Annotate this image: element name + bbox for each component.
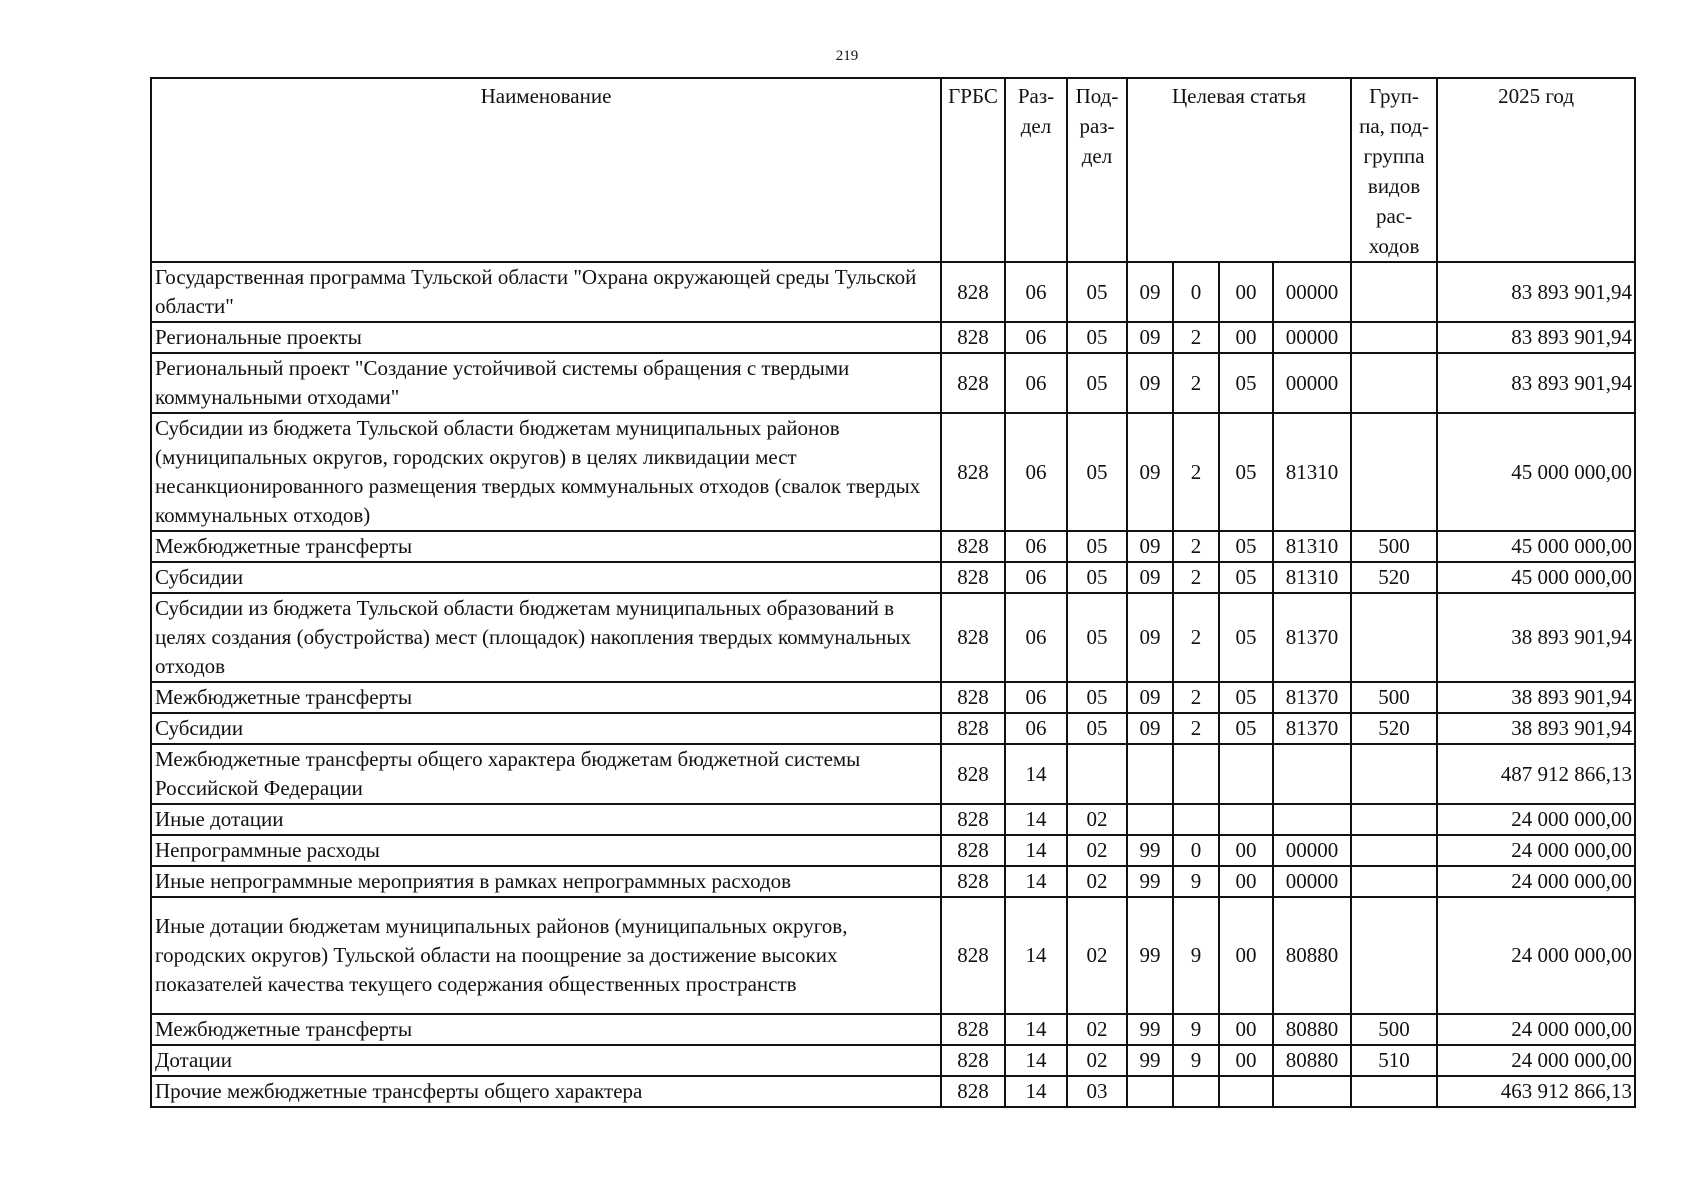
table-row: [151, 682, 1635, 713]
header-target: Целевая статья: [1127, 78, 1351, 262]
cell-name: Межбюджетные трансферты общего характера бюджетам бюджетной системы Российской Федерации: [151, 744, 941, 804]
cell-target-type: 0: [1173, 262, 1219, 322]
cell-expense-group: [1351, 804, 1437, 835]
cell-razdel: 06: [1005, 682, 1067, 713]
table-row: [151, 322, 1635, 353]
cell-target-program: 99: [1127, 897, 1173, 1014]
table-row: [151, 413, 1635, 531]
cell-expense-group: [1351, 322, 1437, 353]
table-body: [151, 262, 1635, 1107]
cell-expense-group: [1351, 413, 1437, 531]
cell-razdel: 06: [1005, 593, 1067, 682]
cell-target-event: 05: [1219, 713, 1273, 744]
cell-target-event: 05: [1219, 682, 1273, 713]
cell-grbs: 828: [941, 1045, 1005, 1076]
cell-podrazdel: 05: [1067, 322, 1127, 353]
cell-target-event: 00: [1219, 262, 1273, 322]
cell-podrazdel: 05: [1067, 413, 1127, 531]
cell-name: Субсидии из бюджета Тульской области бюджетам муниципальных районов (муниципальных округов, городских округов) в целях ликвидации мест несанкционированного размещения твердых коммунальных отходов (свалок твердых коммунальных отходов): [151, 413, 941, 531]
cell-target-event: 05: [1219, 562, 1273, 593]
cell-grbs: 828: [941, 322, 1005, 353]
cell-amount: 24 000 000,00: [1437, 866, 1635, 897]
cell-target-type: 2: [1173, 531, 1219, 562]
cell-name: Региональный проект "Создание устойчивой системы обращения с твердыми коммунальными отходами": [151, 353, 941, 413]
cell-target-type: 9: [1173, 897, 1219, 1014]
cell-target-program: 09: [1127, 262, 1173, 322]
cell-podrazdel: 05: [1067, 713, 1127, 744]
cell-podrazdel: 05: [1067, 262, 1127, 322]
cell-podrazdel: 05: [1067, 531, 1127, 562]
cell-podrazdel: [1067, 744, 1127, 804]
cell-amount: 24 000 000,00: [1437, 804, 1635, 835]
cell-podrazdel: 02: [1067, 866, 1127, 897]
table-row: [151, 866, 1635, 897]
cell-target-event: 00: [1219, 1014, 1273, 1045]
cell-target-direction: 81310: [1273, 562, 1351, 593]
cell-target-program: 09: [1127, 322, 1173, 353]
cell-target-type: [1173, 744, 1219, 804]
cell-name: Дотации: [151, 1045, 941, 1076]
cell-expense-group: [1351, 353, 1437, 413]
cell-target-direction: 80880: [1273, 1045, 1351, 1076]
cell-target-direction: 00000: [1273, 322, 1351, 353]
cell-name: Межбюджетные трансферты: [151, 1014, 941, 1045]
cell-podrazdel: 02: [1067, 1045, 1127, 1076]
cell-grbs: 828: [941, 682, 1005, 713]
table-row: [151, 804, 1635, 835]
cell-razdel: 14: [1005, 1045, 1067, 1076]
cell-expense-group: 520: [1351, 713, 1437, 744]
table-row: [151, 713, 1635, 744]
cell-target-type: 2: [1173, 682, 1219, 713]
cell-razdel: 06: [1005, 413, 1067, 531]
cell-amount: 45 000 000,00: [1437, 531, 1635, 562]
cell-razdel: 06: [1005, 262, 1067, 322]
cell-target-program: 09: [1127, 353, 1173, 413]
cell-target-type: 2: [1173, 593, 1219, 682]
cell-razdel: 06: [1005, 562, 1067, 593]
cell-target-type: 2: [1173, 413, 1219, 531]
table-row: [151, 531, 1635, 562]
cell-target-event: [1219, 1076, 1273, 1107]
cell-expense-group: [1351, 835, 1437, 866]
cell-razdel: 14: [1005, 835, 1067, 866]
cell-name: Государственная программа Тульской области "Охрана окружающей среды Тульской области": [151, 262, 941, 322]
cell-expense-group: 500: [1351, 531, 1437, 562]
cell-target-event: 05: [1219, 593, 1273, 682]
cell-target-event: 00: [1219, 835, 1273, 866]
header-name: Наименование: [151, 78, 941, 262]
header-year: 2025 год: [1437, 78, 1635, 262]
cell-target-direction: 81310: [1273, 413, 1351, 531]
cell-target-direction: 00000: [1273, 866, 1351, 897]
cell-target-direction: [1273, 1076, 1351, 1107]
cell-target-type: 0: [1173, 835, 1219, 866]
cell-target-program: [1127, 1076, 1173, 1107]
cell-target-direction: 00000: [1273, 835, 1351, 866]
cell-podrazdel: 05: [1067, 593, 1127, 682]
cell-expense-group: [1351, 866, 1437, 897]
cell-podrazdel: 02: [1067, 1014, 1127, 1045]
cell-target-direction: 81370: [1273, 713, 1351, 744]
header-grbs: ГРБС: [941, 78, 1005, 262]
cell-grbs: 828: [941, 804, 1005, 835]
cell-target-program: 09: [1127, 531, 1173, 562]
cell-amount: 463 912 866,13: [1437, 1076, 1635, 1107]
cell-grbs: 828: [941, 744, 1005, 804]
cell-amount: 83 893 901,94: [1437, 322, 1635, 353]
cell-target-program: 99: [1127, 1014, 1173, 1045]
cell-target-direction: 00000: [1273, 353, 1351, 413]
cell-expense-group: [1351, 1076, 1437, 1107]
cell-expense-group: [1351, 593, 1437, 682]
cell-target-event: 05: [1219, 531, 1273, 562]
cell-amount: 24 000 000,00: [1437, 897, 1635, 1014]
cell-target-program: 09: [1127, 413, 1173, 531]
cell-expense-group: [1351, 897, 1437, 1014]
table-row: [151, 897, 1635, 1014]
cell-name: Межбюджетные трансферты: [151, 531, 941, 562]
header-podrazdel: Под- раз- дел: [1067, 78, 1127, 262]
cell-razdel: 14: [1005, 1014, 1067, 1045]
cell-podrazdel: 05: [1067, 562, 1127, 593]
cell-target-direction: 00000: [1273, 262, 1351, 322]
cell-razdel: 06: [1005, 322, 1067, 353]
cell-target-event: 00: [1219, 322, 1273, 353]
cell-name: Субсидии: [151, 713, 941, 744]
cell-target-type: 2: [1173, 322, 1219, 353]
table-header-row: [151, 78, 1635, 262]
cell-grbs: 828: [941, 1014, 1005, 1045]
cell-target-type: 9: [1173, 866, 1219, 897]
cell-target-type: 9: [1173, 1014, 1219, 1045]
cell-name: Непрограммные расходы: [151, 835, 941, 866]
cell-grbs: 828: [941, 835, 1005, 866]
cell-target-program: 09: [1127, 593, 1173, 682]
table-row: [151, 1014, 1635, 1045]
cell-razdel: 06: [1005, 531, 1067, 562]
cell-target-direction: 80880: [1273, 897, 1351, 1014]
cell-amount: 45 000 000,00: [1437, 562, 1635, 593]
cell-razdel: 14: [1005, 866, 1067, 897]
cell-razdel: 14: [1005, 897, 1067, 1014]
cell-grbs: 828: [941, 562, 1005, 593]
table-row: [151, 1045, 1635, 1076]
cell-expense-group: 500: [1351, 1014, 1437, 1045]
cell-expense-group: [1351, 262, 1437, 322]
cell-expense-group: 520: [1351, 562, 1437, 593]
table-row: [151, 562, 1635, 593]
cell-razdel: 06: [1005, 713, 1067, 744]
cell-target-event: 05: [1219, 353, 1273, 413]
cell-razdel: 06: [1005, 353, 1067, 413]
cell-target-program: 99: [1127, 1045, 1173, 1076]
table-row: [151, 353, 1635, 413]
header-group: Груп- па, под- группа видов рас- ходов: [1351, 78, 1437, 262]
cell-grbs: 828: [941, 1076, 1005, 1107]
table-row: [151, 835, 1635, 866]
cell-target-program: [1127, 804, 1173, 835]
cell-target-program: 09: [1127, 682, 1173, 713]
header-razdel: Раз- дел: [1005, 78, 1067, 262]
cell-target-type: 2: [1173, 562, 1219, 593]
cell-target-type: [1173, 804, 1219, 835]
cell-target-type: 9: [1173, 1045, 1219, 1076]
cell-amount: 24 000 000,00: [1437, 1045, 1635, 1076]
cell-grbs: 828: [941, 897, 1005, 1014]
cell-name: Региональные проекты: [151, 322, 941, 353]
cell-amount: 487 912 866,13: [1437, 744, 1635, 804]
cell-target-program: [1127, 744, 1173, 804]
cell-target-direction: 81370: [1273, 682, 1351, 713]
cell-expense-group: [1351, 744, 1437, 804]
table-row: [151, 1076, 1635, 1107]
cell-grbs: 828: [941, 713, 1005, 744]
cell-target-event: 00: [1219, 866, 1273, 897]
cell-name: Иные дотации: [151, 804, 941, 835]
cell-grbs: 828: [941, 262, 1005, 322]
cell-amount: 83 893 901,94: [1437, 262, 1635, 322]
cell-name: Субсидии из бюджета Тульской области бюджетам муниципальных образований в целях создания (обустройства) мест (площадок) накопления твердых коммунальных отходов: [151, 593, 941, 682]
table-row: [151, 262, 1635, 322]
cell-target-direction: [1273, 804, 1351, 835]
cell-name: Межбюджетные трансферты: [151, 682, 941, 713]
cell-name: Иные дотации бюджетам муниципальных районов (муниципальных округов, городских округов) Тульской области на поощрение за достижение высоких показателей качества текущего содержания общественных пространств: [151, 897, 941, 1014]
cell-target-type: 2: [1173, 713, 1219, 744]
cell-target-program: 99: [1127, 835, 1173, 866]
cell-grbs: 828: [941, 531, 1005, 562]
cell-expense-group: 510: [1351, 1045, 1437, 1076]
cell-target-direction: 81310: [1273, 531, 1351, 562]
cell-podrazdel: 05: [1067, 353, 1127, 413]
cell-expense-group: 500: [1351, 682, 1437, 713]
cell-razdel: 14: [1005, 804, 1067, 835]
page-number: 219: [835, 48, 859, 64]
cell-name: Прочие межбюджетные трансферты общего характера: [151, 1076, 941, 1107]
cell-target-event: [1219, 744, 1273, 804]
cell-grbs: 828: [941, 866, 1005, 897]
budget-table: [150, 77, 1636, 1108]
table-row: [151, 593, 1635, 682]
cell-podrazdel: 05: [1067, 682, 1127, 713]
cell-target-event: 00: [1219, 897, 1273, 1014]
cell-grbs: 828: [941, 593, 1005, 682]
cell-target-event: [1219, 804, 1273, 835]
cell-name: Иные непрограммные мероприятия в рамках непрограммных расходов: [151, 866, 941, 897]
cell-razdel: 14: [1005, 1076, 1067, 1107]
cell-podrazdel: 02: [1067, 804, 1127, 835]
cell-amount: 38 893 901,94: [1437, 593, 1635, 682]
cell-amount: 38 893 901,94: [1437, 713, 1635, 744]
cell-target-direction: [1273, 744, 1351, 804]
table-row: [151, 744, 1635, 804]
cell-target-program: 09: [1127, 562, 1173, 593]
cell-amount: 83 893 901,94: [1437, 353, 1635, 413]
cell-amount: 38 893 901,94: [1437, 682, 1635, 713]
cell-target-event: 05: [1219, 413, 1273, 531]
cell-name: Субсидии: [151, 562, 941, 593]
cell-grbs: 828: [941, 413, 1005, 531]
cell-amount: 45 000 000,00: [1437, 413, 1635, 531]
cell-target-direction: 81370: [1273, 593, 1351, 682]
cell-amount: 24 000 000,00: [1437, 835, 1635, 866]
cell-razdel: 14: [1005, 744, 1067, 804]
cell-target-program: 99: [1127, 866, 1173, 897]
cell-target-event: 00: [1219, 1045, 1273, 1076]
cell-target-direction: 80880: [1273, 1014, 1351, 1045]
cell-podrazdel: 02: [1067, 835, 1127, 866]
cell-target-type: 2: [1173, 353, 1219, 413]
cell-grbs: 828: [941, 353, 1005, 413]
cell-amount: 24 000 000,00: [1437, 1014, 1635, 1045]
cell-podrazdel: 03: [1067, 1076, 1127, 1107]
cell-podrazdel: 02: [1067, 897, 1127, 1014]
cell-target-program: 09: [1127, 713, 1173, 744]
cell-target-type: [1173, 1076, 1219, 1107]
